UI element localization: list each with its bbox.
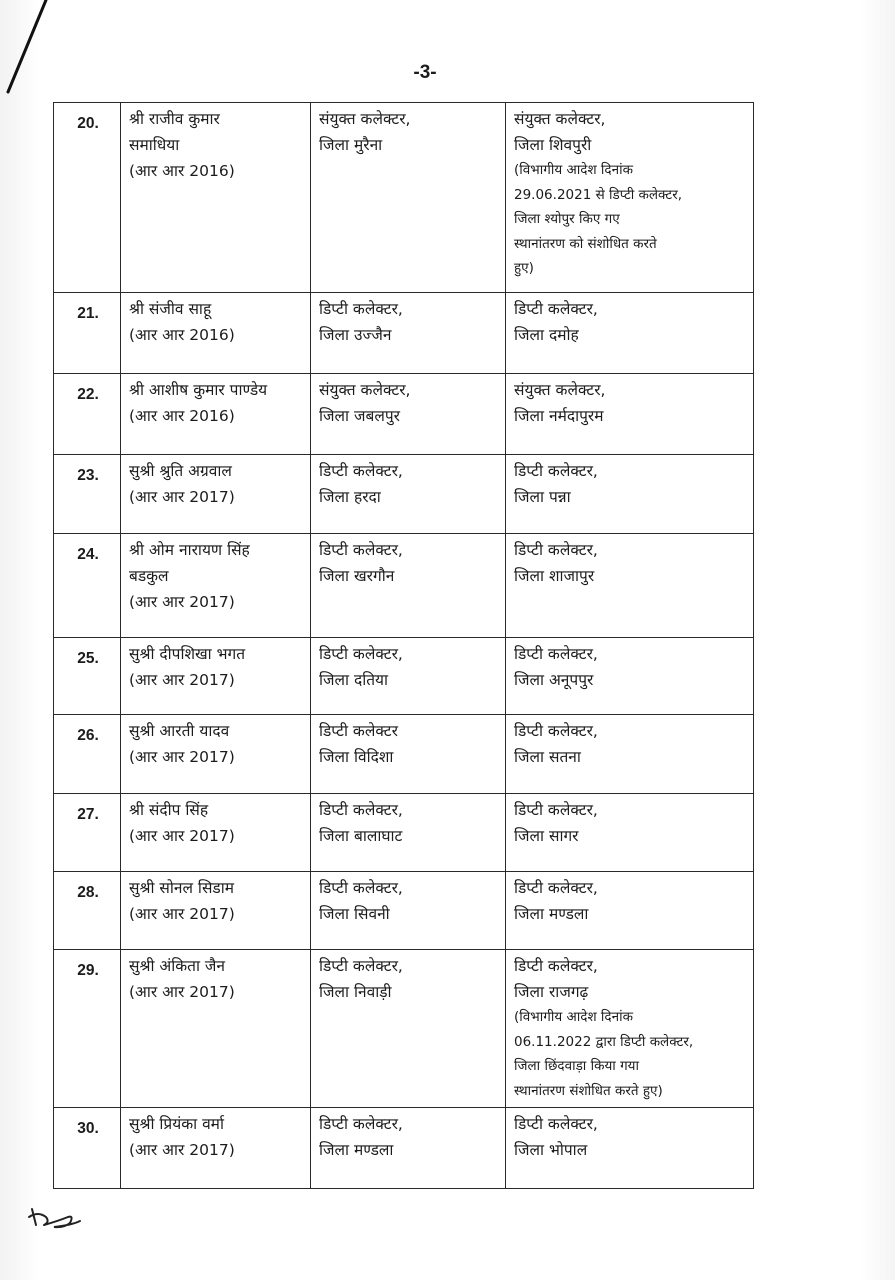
order-note-line: 06.11.2022 द्वारा डिप्टी कलेक्टर, <box>514 1033 694 1050</box>
table-row <box>54 638 754 715</box>
serial-number-cell: 22. <box>54 374 121 455</box>
current-posting-line: संयुक्त कलेक्टर, <box>319 110 411 128</box>
new-posting-cell <box>506 455 754 534</box>
order-note-line: (विभागीय आदेश दिनांक <box>514 162 633 178</box>
officer-name-cell <box>121 715 311 794</box>
officer-name-line: सुश्री प्रियंका वर्मा <box>129 1115 224 1133</box>
new-posting-line: जिला सागर <box>514 827 579 845</box>
officer-name-line: सुश्री दीपशिखा भगत <box>129 645 246 663</box>
table-row <box>54 103 754 293</box>
batch-label: (आर आर 2016) <box>129 162 235 180</box>
current-posting-line: जिला विदिशा <box>319 748 394 766</box>
new-posting-line: जिला अनूपपुर <box>514 671 594 689</box>
officer-name-line: श्री संदीप सिंह <box>129 801 209 819</box>
new-posting-line: डिप्टी कलेक्टर, <box>514 645 598 663</box>
officer-name-line: श्री संजीव साहू <box>129 300 212 318</box>
new-posting-line: डिप्टी कलेक्टर, <box>514 957 598 975</box>
current-posting-line: जिला सिवनी <box>319 905 390 923</box>
new-posting-line: डिप्टी कलेक्टर, <box>514 722 598 740</box>
current-posting-line: जिला हरदा <box>319 488 381 506</box>
officer-name-line: सुश्री अंकिता जैन <box>129 957 226 975</box>
officer-name-line: सुश्री आरती यादव <box>129 722 230 740</box>
officer-name-cell <box>121 1108 311 1189</box>
order-note-line: हुए) <box>514 260 534 276</box>
new-posting-cell <box>506 374 754 455</box>
officer-name-cell <box>121 950 311 1108</box>
transfer-table <box>53 102 754 1189</box>
officer-name-cell <box>121 534 311 638</box>
current-posting-cell <box>311 455 506 534</box>
serial-number-cell: 26. <box>54 715 121 794</box>
new-posting-line: जिला नर्मदापुरम <box>514 407 604 425</box>
batch-label: (आर आर 2016) <box>129 326 235 344</box>
new-posting-cell <box>506 950 754 1108</box>
officer-name-cell <box>121 103 311 293</box>
table-row <box>54 455 754 534</box>
serial-number-cell: 28. <box>54 872 121 950</box>
officer-name-cell <box>121 638 311 715</box>
current-posting-cell <box>311 293 506 374</box>
serial-number-cell: 25. <box>54 638 121 715</box>
new-posting-line: संयुक्त कलेक्टर, <box>514 381 606 399</box>
table-row <box>54 872 754 950</box>
current-posting-line: जिला बालाघाट <box>319 827 403 845</box>
new-posting-line: जिला राजगढ़ <box>514 983 589 1001</box>
officer-name-line: श्री ओम नारायण सिंह <box>129 541 250 559</box>
officer-name-cell <box>121 374 311 455</box>
new-posting-cell <box>506 638 754 715</box>
new-posting-line: डिप्टी कलेक्टर, <box>514 300 598 318</box>
order-note-line: (विभागीय आदेश दिनांक <box>514 1009 633 1025</box>
current-posting-line: डिप्टी कलेक्टर, <box>319 879 403 897</box>
officer-name-line: सुश्री सोनल सिडाम <box>129 879 234 897</box>
new-posting-cell <box>506 872 754 950</box>
order-note-line: जिला श्योपुर किए गए <box>514 211 620 227</box>
current-posting-cell <box>311 872 506 950</box>
current-posting-line: डिप्टी कलेक्टर, <box>319 300 403 318</box>
current-posting-line: डिप्टी कलेक्टर <box>319 722 398 740</box>
corner-pen-stroke <box>0 0 60 110</box>
current-posting-cell <box>311 103 506 293</box>
current-posting-line: जिला मण्डला <box>319 1141 394 1159</box>
table-row <box>54 715 754 794</box>
new-posting-line: डिप्टी कलेक्टर, <box>514 541 598 559</box>
current-posting-cell <box>311 374 506 455</box>
batch-label: (आर आर 2017) <box>129 488 235 506</box>
new-posting-cell <box>506 715 754 794</box>
current-posting-line: जिला दतिया <box>319 671 389 689</box>
new-posting-line: जिला भोपाल <box>514 1141 588 1159</box>
page-number: -3- <box>413 62 437 83</box>
table-row <box>54 534 754 638</box>
new-posting-line: संयुक्त कलेक्टर, <box>514 110 606 128</box>
order-note-line: स्थानांतरण को संशोधित करते <box>514 235 657 252</box>
batch-label: (आर आर 2017) <box>129 983 235 1001</box>
current-posting-line: जिला मुरैना <box>319 136 383 154</box>
officer-name-line: समाधिया <box>129 136 180 154</box>
officer-name-cell <box>121 293 311 374</box>
order-note-line: जिला छिंदवाड़ा किया गया <box>514 1058 640 1074</box>
officer-name-cell <box>121 455 311 534</box>
serial-number-cell: 23. <box>54 455 121 534</box>
current-posting-cell <box>311 638 506 715</box>
new-posting-line: जिला दमोह <box>514 326 579 344</box>
batch-label: (आर आर 2016) <box>129 407 235 425</box>
batch-label: (आर आर 2017) <box>129 593 235 611</box>
table-row <box>54 794 754 872</box>
officer-name-cell <box>121 872 311 950</box>
officer-name-line: सुश्री श्रुति अग्रवाल <box>129 462 232 480</box>
new-posting-cell <box>506 1108 754 1189</box>
current-posting-line: जिला जबलपुर <box>319 407 400 425</box>
current-posting-line: डिप्टी कलेक्टर, <box>319 801 403 819</box>
serial-number-cell: 24. <box>54 534 121 638</box>
new-posting-line: जिला शिवपुरी <box>514 136 592 154</box>
current-posting-line: जिला उज्जैन <box>319 326 392 344</box>
officer-name-line: श्री राजीव कुमार <box>129 110 220 128</box>
current-posting-cell <box>311 534 506 638</box>
table-row <box>54 950 754 1108</box>
current-posting-cell <box>311 1108 506 1189</box>
new-posting-cell <box>506 103 754 293</box>
table-row <box>54 1108 754 1189</box>
new-posting-line: डिप्टी कलेक्टर, <box>514 879 598 897</box>
current-posting-line: डिप्टी कलेक्टर, <box>319 462 403 480</box>
batch-label: (आर आर 2017) <box>129 1141 235 1159</box>
batch-label: (आर आर 2017) <box>129 905 235 923</box>
table-row <box>54 293 754 374</box>
new-posting-cell <box>506 794 754 872</box>
new-posting-line: डिप्टी कलेक्टर, <box>514 1115 598 1133</box>
new-posting-line: डिप्टी कलेक्टर, <box>514 462 598 480</box>
current-posting-cell <box>311 794 506 872</box>
order-note-line: 29.06.2021 से डिप्टी कलेक्टर, <box>514 186 683 203</box>
current-posting-line: संयुक्त कलेक्टर, <box>319 381 411 399</box>
current-posting-line: जिला निवाड़ी <box>319 983 392 1001</box>
new-posting-cell <box>506 534 754 638</box>
serial-number-cell: 30. <box>54 1108 121 1189</box>
officer-name-cell <box>121 794 311 872</box>
serial-number-cell: 20. <box>54 103 121 293</box>
serial-number-cell: 29. <box>54 950 121 1108</box>
new-posting-line: जिला सतना <box>514 748 581 766</box>
batch-label: (आर आर 2017) <box>129 827 235 845</box>
serial-number-cell: 27. <box>54 794 121 872</box>
current-posting-line: डिप्टी कलेक्टर, <box>319 541 403 559</box>
serial-number-cell: 21. <box>54 293 121 374</box>
batch-label: (आर आर 2017) <box>129 748 235 766</box>
current-posting-line: डिप्टी कलेक्टर, <box>319 1115 403 1133</box>
officer-name-line: बडकुल <box>129 567 169 585</box>
new-posting-line: जिला मण्डला <box>514 905 589 923</box>
current-posting-cell <box>311 950 506 1108</box>
current-posting-line: डिप्टी कलेक्टर, <box>319 957 403 975</box>
new-posting-cell <box>506 293 754 374</box>
order-note-line: स्थानांतरण संशोधित करते हुए) <box>514 1082 663 1099</box>
new-posting-line: डिप्टी कलेक्टर, <box>514 801 598 819</box>
new-posting-line: जिला शाजापुर <box>514 567 595 585</box>
current-posting-line: डिप्टी कलेक्टर, <box>319 645 403 663</box>
new-posting-line: जिला पन्ना <box>514 488 571 506</box>
signature-initials <box>24 1195 84 1235</box>
current-posting-line: जिला खरगौन <box>319 567 395 585</box>
current-posting-cell <box>311 715 506 794</box>
table-row <box>54 374 754 455</box>
officer-name-line: श्री आशीष कुमार पाण्डेय <box>129 381 268 399</box>
batch-label: (आर आर 2017) <box>129 671 235 689</box>
